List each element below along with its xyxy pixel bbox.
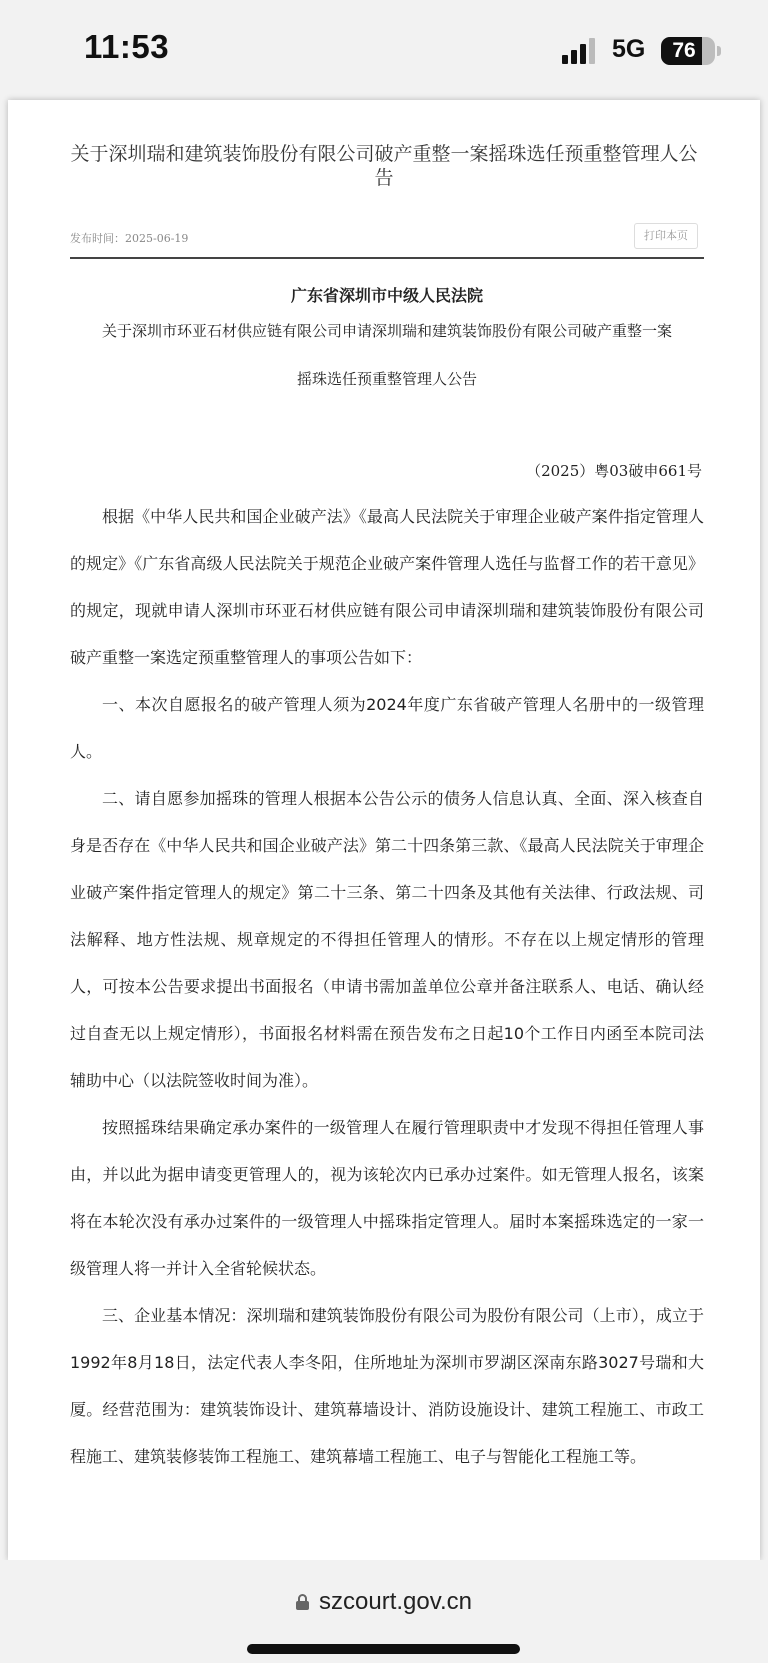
article-body [70, 493, 704, 1480]
publish-date: 发布时间：2025-06-19 [70, 232, 189, 245]
network-type: 5G [612, 35, 646, 63]
article-page [8, 100, 760, 1560]
paragraph: 三、企业基本情况：深圳瑞和建筑装饰股份有限公司为股份有限公司（上市），成立于1992年8月18日，法定代表人李冬阳，住所地址为深圳市罗湖区深南东路3027号瑞和大厦。经营范围为：建筑装饰设计、建筑幕墙设计、消防设施设计、建筑工程施工、市政工程施工、建筑装修装饰工程施工、建筑幕墙工程施工、电子与智能化工程施工等。 [70, 1306, 704, 1466]
paragraph: 根据《中华人民共和国企业破产法》《最高人民法院关于审理企业破产案件指定管理人的规定》《广东省高级人民法院关于规范企业破产案件管理人选任与监督工作的若干意见》的规定，现就申请人深圳市环亚石材供应链有限公司申请深圳瑞和建筑装饰股份有限公司破产重整一案选定预重整管理人的事项公告如下： [70, 507, 704, 667]
court-name: 广东省深圳市中级人民法院 [290, 286, 483, 305]
lock-icon [296, 1594, 309, 1610]
battery-tip [717, 46, 721, 56]
title-divider [70, 257, 704, 259]
case-number: （2025）粤03破申661号 [526, 462, 702, 480]
home-indicator[interactable] [247, 1644, 520, 1654]
browser-bottom-bar [0, 1560, 768, 1663]
print-button[interactable]: 打印本页 [634, 223, 698, 249]
url-text: szcourt.gov.cn [319, 1588, 472, 1615]
notice-subtitle-line2: 摇珠选任预重整管理人公告 [296, 370, 477, 388]
paragraph: 二、请自愿参加摇珠的管理人根据本公告公示的债务人信息认真、全面、深入核查自身是否存在《中华人民共和国企业破产法》第二十四条第三款、《最高人民法院关于审理企业破产案件指定管理人的规定》第二十三条、第二十四条及其他有关法律、行政法规、司法解释、地方性法规、规章规定的不得担任管理人的情形。不存在以上规定情形的管理人，可按本公告要求提出书面报名（申请书需加盖单位公章并备注联系人、电话、确认经过自查无以上规定情形），书面报名材料需在预告发布之日起10个工作日内函至本院司法辅助中心（以法院签收时间为准）。 [70, 789, 704, 1090]
notice-subtitle-line1: 关于深圳市环亚石材供应链有限公司申请深圳瑞和建筑装饰股份有限公司破产重整一案 [101, 322, 672, 340]
status-time: 11:53 [84, 28, 170, 65]
paragraph: 一、本次自愿报名的破产管理人须为2024年度广东省破产管理人名册中的一级管理人。 [70, 695, 704, 761]
status-bar [0, 0, 768, 98]
address-bar[interactable] [0, 1588, 768, 1616]
battery-icon [661, 37, 715, 65]
battery-level: 76 [672, 39, 696, 62]
paragraph: 按照摇珠结果确定承办案件的一级管理人在履行管理职责中才发现不得担任管理人事由，并以此为据申请变更管理人的，视为该轮次内已承办过案件。如无管理人报名，该案将在本轮次没有承办过案件的一级管理人中摇珠指定管理人。届时本案摇珠选定的一家一级管理人将一并计入全省轮候状态。 [70, 1118, 704, 1278]
page-title: 关于深圳瑞和建筑装饰股份有限公司破产重整一案摇珠选任预重整管理人公告 [70, 143, 698, 189]
signal-bars-icon [562, 38, 600, 64]
